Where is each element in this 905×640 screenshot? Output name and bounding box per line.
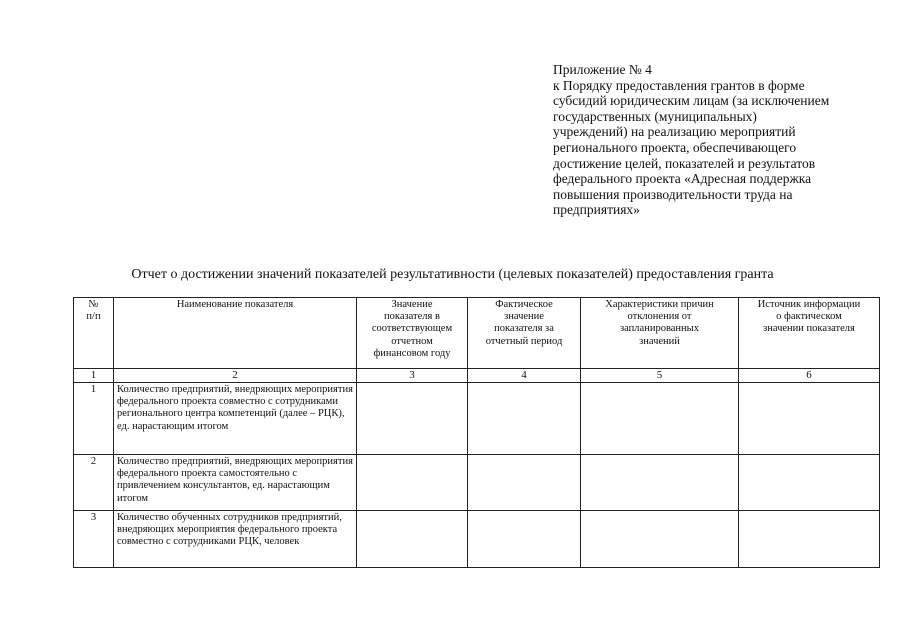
- indicator-actual-cell: [468, 511, 581, 568]
- indicator-actual-cell: [468, 383, 581, 455]
- table-header-row: [74, 298, 880, 369]
- indicator-value-cell: [357, 455, 468, 511]
- info-source-cell: [739, 511, 880, 568]
- report-title: Отчет о достижении значений показателей результативности (целевых показателей) предоставления гранта: [131, 267, 774, 282]
- header-source: Источник информации о фактическом значении показателя: [739, 298, 880, 369]
- header-value: Значение показателя в соответствующем отчетном финансовом году: [357, 298, 468, 369]
- info-source-cell: [739, 455, 880, 511]
- indicator-value-cell: [357, 383, 468, 455]
- deviation-reasons-cell: [581, 383, 739, 455]
- indicator-name: Количество обученных сотрудников предприятий, внедряющих мероприятия федерального проекта совместно с сотрудниками РЦК, человек: [114, 511, 357, 568]
- appendix-heading: Приложение № 4 к Порядку предоставления грантов в форме субсидий юридическим лицам (за исключением государственных (муниципальных) учреждений) на реализацию мероприятий регионального проекта, обеспечивающего достижение целей, показателей и результатов федерального проекта «Адресная поддержка повышения производительности труда на предприятиях»: [553, 62, 830, 218]
- indicator-name: Количество предприятий, внедряющих мероприятия федерального проекта самостоятельно с привлечением консультантов, ед. нарастающим итогом: [114, 455, 357, 511]
- column-number: 5: [581, 369, 739, 383]
- column-number: 1: [74, 369, 114, 383]
- deviation-reasons-cell: [581, 511, 739, 568]
- header-num: № п/п: [74, 298, 114, 369]
- row-number: 1: [74, 383, 114, 455]
- column-number: 2: [114, 369, 357, 383]
- column-number: 3: [357, 369, 468, 383]
- table-row: [74, 383, 880, 455]
- indicator-actual-cell: [468, 455, 581, 511]
- table-row: [74, 511, 880, 568]
- indicator-name: Количество предприятий, внедряющих мероприятия федерального проекта совместно с сотрудниками регионального центра компетенций (далее – РЦК), ед. нарастающим итогом: [114, 383, 357, 455]
- table-row: [74, 455, 880, 511]
- header-name: Наименование показателя: [114, 298, 357, 369]
- column-number: 4: [468, 369, 581, 383]
- column-number: 6: [739, 369, 880, 383]
- header-actual: Фактическое значение показателя за отчетный период: [468, 298, 581, 369]
- deviation-reasons-cell: [581, 455, 739, 511]
- report-table: [73, 297, 880, 568]
- header-reasons: Характеристики причин отклонения от запланированных значений: [581, 298, 739, 369]
- info-source-cell: [739, 383, 880, 455]
- row-number: 2: [74, 455, 114, 511]
- column-number-row: [74, 369, 880, 383]
- indicator-value-cell: [357, 511, 468, 568]
- row-number: 3: [74, 511, 114, 568]
